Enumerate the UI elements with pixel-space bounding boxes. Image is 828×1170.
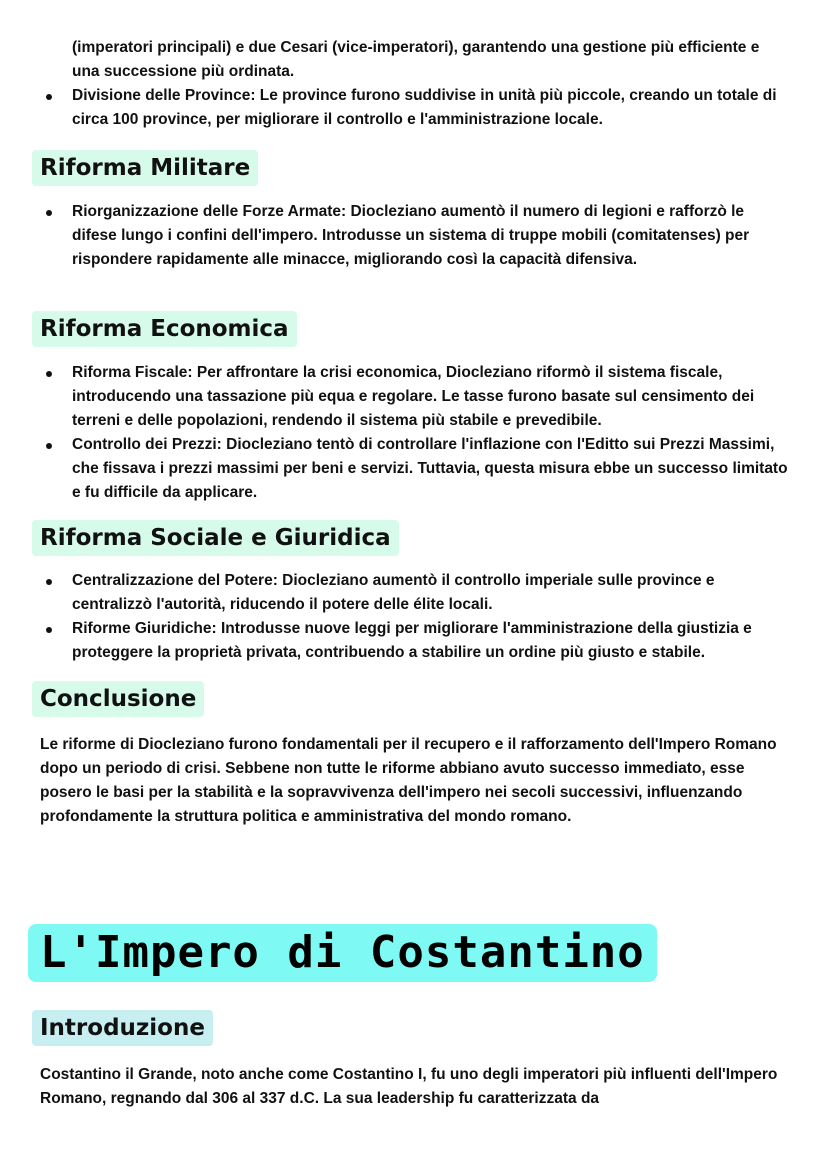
list-item: Controllo dei Prezzi: Diocleziano tentò di controllare l'inflazione con l'Editto sui Prezzi Massimi, che fissava i prezzi massimi per beni e servizi. Tuttavia, questa misura ebbe un successo limitato e fu difficile da applicare. [40,433,790,505]
economic-list [40,361,790,505]
paragraph: Le riforme di Diocleziano furono fondamentali per il recupero e il rafforzamento dell'Impero Romano dopo un periodo di crisi. Sebbene non tutte le riforme abbiano avuto successo immediato, esse posero le basi per la stabilità e la sopravvivenza dell'impero nei secoli successivi, influenzando profondamente la struttura politica e amministrativa del mondo romano. [40,736,777,825]
intro-text [40,1063,790,1111]
military-list [40,200,790,272]
list-item: Riorganizzazione delle Forze Armate: Diocleziano aumentò il numero di legioni e rafforzò le difese lungo i confini dell'impero. Introdusse un sistema di truppe mobili (comitatenses) per rispondere rapidamente alle minacce, migliorando così la capacità difensiva. [40,200,790,272]
top-section [40,36,790,132]
page-title: L'Impero di Costantino [28,924,657,982]
list-item: Riforme Giuridiche: Introdusse nuove leggi per migliorare l'amministrazione della giustizia e proteggere la proprietà privata, contribuendo a stabilire un ordine più giusto e stabile. [40,617,790,665]
heading-introduction: Introduzione [32,1010,213,1046]
list-item: Divisione delle Province: Le province furono suddivise in unità più piccole, creando un totale di circa 100 province, per migliorare il controllo e l'amministrazione locale. [40,84,790,132]
paragraph: Costantino il Grande, noto anche come Costantino I, fu uno degli imperatori più influenti dell'Impero Romano, regnando dal 306 al 337 d.C. La sua leadership fu caratterizzata da [40,1066,778,1107]
list-item: Centralizzazione del Potere: Diocleziano aumentò il controllo imperiale sulle province e centralizzò l'autorità, riducendo il potere delle élite locali. [40,569,790,617]
social-list [40,569,790,665]
heading-social: Riforma Sociale e Giuridica [32,520,399,556]
conclusion-text [40,733,790,829]
heading-economic: Riforma Economica [32,311,297,347]
heading-military: Riforma Militare [32,150,258,186]
continuation-text: (imperatori principali) e due Cesari (vice-imperatori), garantendo una gestione più efficiente e una successione più ordinata. [72,39,760,80]
heading-conclusion: Conclusione [32,681,204,717]
list-item: Riforma Fiscale: Per affrontare la crisi economica, Diocleziano riformò il sistema fiscale, introducendo una tassazione più equa e regolare. Le tasse furono basate sul censimento dei terreni e delle popolazioni, rendendo il sistema più stabile e prevedibile. [40,361,790,433]
